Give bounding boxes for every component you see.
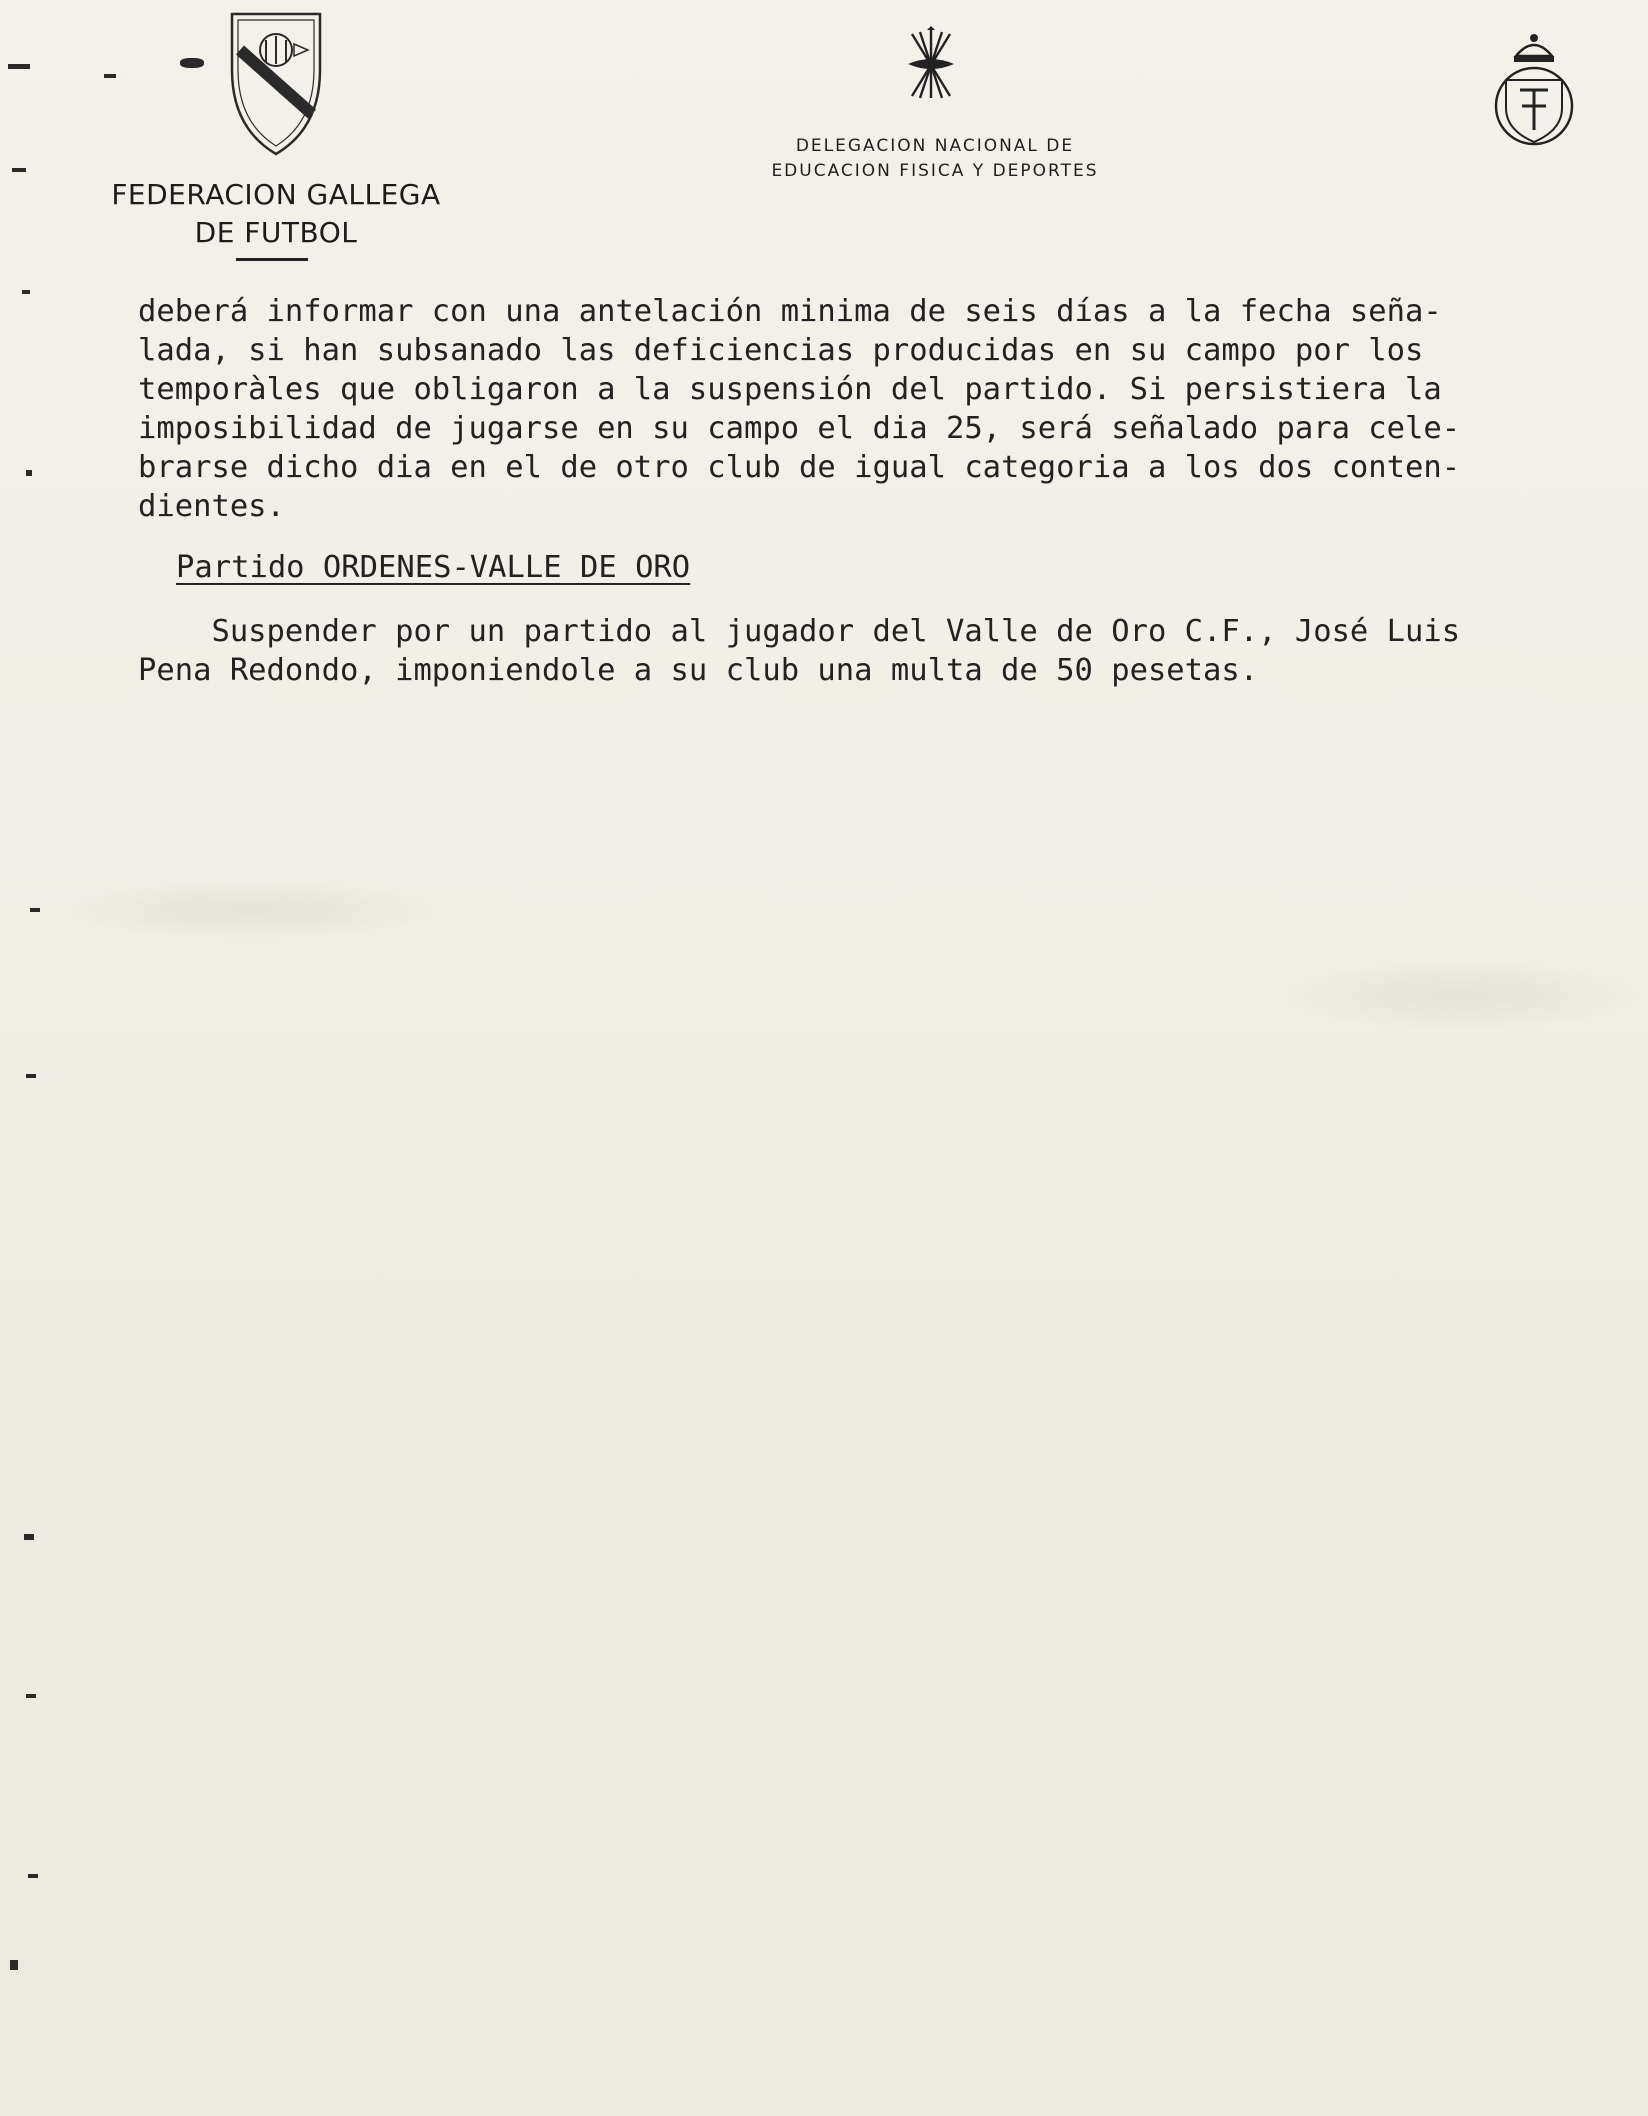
federation-underline: [236, 258, 308, 261]
margin-mark: [104, 74, 116, 78]
margin-mark: [8, 64, 30, 69]
paragraph-line: lada, si han subsanado las deficiencias producidas en su campo por los: [138, 333, 1424, 368]
margin-mark: [22, 290, 30, 294]
ink-blot: [180, 58, 204, 68]
paragraph-line: brarse dicho dia en el de otro club de igual categoria a los dos conten-: [138, 450, 1461, 485]
paragraph-continuation: [138, 292, 1608, 526]
paragraph-line: deberá informar con una antelación minima de seis días a la fecha seña-: [138, 294, 1442, 329]
federation-name-line2: DE FUTBOL: [194, 216, 358, 249]
sanction-paragraph: [138, 612, 1608, 690]
margin-mark: [26, 1074, 36, 1078]
paragraph-line: dientes.: [138, 489, 285, 524]
section-heading: Partido ORDENES-VALLE DE ORO: [176, 550, 691, 585]
federation-name: [100, 176, 452, 252]
margin-mark: [26, 470, 32, 476]
delegation-name-line1: DELEGACION NACIONAL DE: [795, 136, 1075, 156]
margin-mark: [12, 168, 26, 172]
margin-mark: [24, 1534, 34, 1540]
margin-mark: [30, 908, 40, 912]
crowned-federation-crest-icon: [1492, 30, 1576, 148]
margin-mark: [10, 1960, 18, 1970]
paper-stain: [60, 880, 440, 940]
paragraph-line: Pena Redondo, imponiendole a su club una multa de 50 pesetas.: [138, 653, 1259, 688]
paper-stain: [1280, 960, 1640, 1030]
margin-mark: [26, 1694, 36, 1698]
delegation-name: [700, 134, 1170, 184]
paragraph-line: temporàles que obligaron a la suspensión del partido. Si persistiera la: [138, 372, 1442, 407]
federation-shield-crest-icon: [228, 10, 324, 158]
delegation-name-line2: EDUCACION FISICA Y DEPORTES: [771, 161, 1099, 181]
yoke-and-arrows-icon: [902, 26, 960, 102]
paragraph-line: imposibilidad de jugarse en su campo el dia 25, será señalado para cele-: [138, 411, 1461, 446]
paragraph-line: Suspender por un partido al jugador del Valle de Oro C.F., José Luis: [138, 614, 1461, 649]
federation-name-line1: FEDERACION GALLEGA: [111, 178, 441, 211]
margin-mark: [28, 1874, 38, 1878]
